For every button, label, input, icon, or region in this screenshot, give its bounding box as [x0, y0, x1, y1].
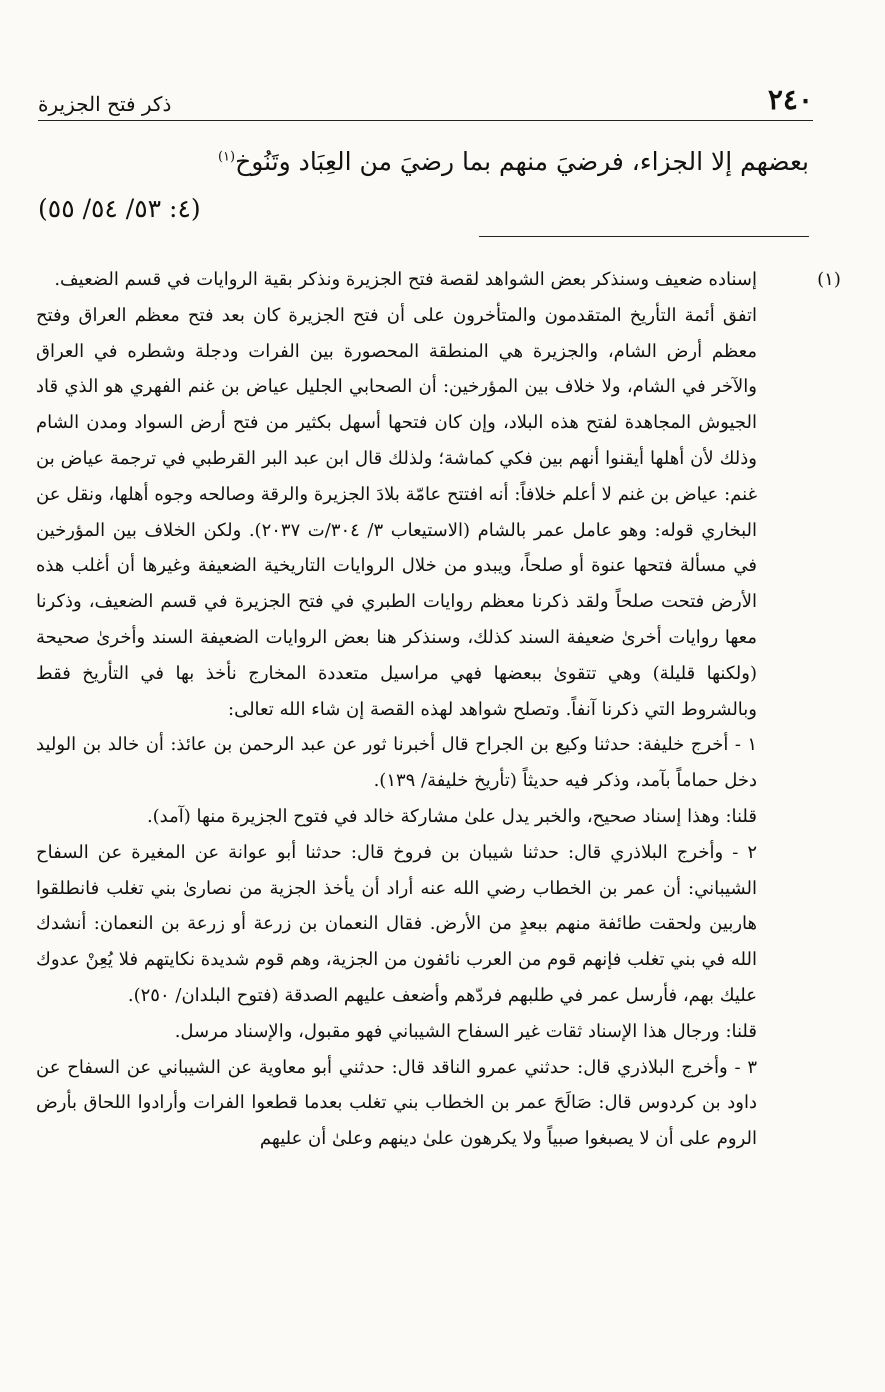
footnote-paragraph: إسناده ضعيف وسنذكر بعض الشواهد لقصة فتح الجزيرة ونذكر بقية الروايات في قسم الضعيف. — [54, 269, 757, 290]
footnote-separator — [479, 236, 809, 237]
footnote-number: (١) — [817, 269, 841, 290]
footnote-paragraph: ٢ - وأخرج البلاذري قال: حدثنا شيبان بن فروخ قال: حدثنا أبو عوانة عن المغيرة عن السفاح الشيباني: أن عمر بن الخطاب رضي الله عنه أراد أن يأخذ الجزية من نصارىٰ بني تغلب فانطلقوا هاربين ولحقت طائفة منهم ببعدٍ من الأرض. فقال النعمان بن زرعة أو زرعة بن النعمان: أنشدك الله في بني تغلب فإنهم قوم من العرب نائفون من الجزية، وهم قوم شديدة نكايتهم فلا يُعِنْ عدوك عليك بهم، فأرسل عمر في طلبهم فردّهم وأضعف عليهم الصدقة (فتوح البلدان/ ٢٥٠). — [36, 841, 757, 1006]
page-header — [38, 74, 813, 121]
running-title: ذكر فتح الجزيرة — [38, 92, 172, 116]
verse-reference: (٤: ٥٣/ ٥٤/ ٥٥) — [38, 194, 201, 223]
footnote-paragraph: ٣ - وأخرج البلاذري قال: حدثني عمرو الناقد قال: حدثني أبو معاوية عن الشيباني عن السفاح عن داود بن كردوس قال: صَالَحَ عمر بن الخطاب بني تغلب بعدما قطعوا الفرات وأرادوا اللحاق بأرض الروم على أن لا يصبغوا صبياً ولا يكرهون علىٰ دينهم وعلىٰ أن عليهم — [36, 1056, 757, 1150]
footnotes-section — [36, 262, 849, 1372]
footnote-body — [36, 262, 757, 1157]
footnote-paragraph: قلنا: ورجال هذا الإسناد ثقات غير السفاح الشيباني فهو مقبول، والإسناد مرسل. — [174, 1020, 757, 1042]
main-text-line: بعضهم إلا الجزاء، فرضيَ منهم بما رضيَ من العِبَاد وتَنُوخ — [235, 147, 809, 176]
footnote-paragraph: ١ - أخرج خليفة: حدثنا وكيع بن الجراح قال أخبرنا ثور عن عبد الرحمن بن عائذ: أن خالد بن الوليد دخل حماماً بآمد، وذكر فيه حديثاً (تأريخ خليفة/ ١٣٩). — [36, 734, 757, 792]
footnote-paragraph: قلنا: وهذا إسناد صحيح، والخبر يدل علىٰ مشاركة خالد في فتوح الجزيرة منها (آمد). — [146, 805, 757, 827]
main-text — [38, 138, 809, 232]
footnote-paragraph: اتفق أئمة التأريخ المتقدمون والمتأخرون على أن فتح الجزيرة كان بعد فتح معظم العراق وفتح معظم أرض الشام، والجزيرة هي المنطقة المحصورة بين الفرات ودجلة وشطره في العراق والآخر في الشام، ولا خلاف بين المؤرخين: أن الصحابي الجليل عياض بن غنم الفهري هو الذي قاد الجيوش المجاهدة لفتح هذه البلاد، وإن كان فتحها أسهل بكثير من فتح أرض السواد ومدن الشام وذلك لأن أهلها أيقنوا أنهم بين فكي كماشة؛ ولذلك قال ابن عبد البر القرطبي في ترجمة عياض بن غنم: عياض بن غنم لا أعلم خلافاً: أنه افتتح عامّة بلادَ الجزيرة والرقة وصالحه وجوه أهلها، ونقل عن البخاري قوله: وهو عامل عمر بالشام (الاستيعاب ٣/ ٣٠٤/ت ٢٠٣٧). ولكن الخلاف بين المؤرخين في مسألة فتحها عنوة أو صلحاً، ويبدو من خلال الروايات التاريخية الضعيفة وغيرها أن أغلب هذه الأرض فتحت صلحاً ولقد ذكرنا معظم روايات الطبري في فتح الجزيرة في قسم الضعيف، وذكرنا معها روايات أخرىٰ ضعيفة السند كذلك، وسنذكر هنا بعض الروايات الضعيفة السند وأخرىٰ صحيحة (ولكنها قليلة) وهي تتقوىٰ ببعضها فهي مراسيل متعددة المخارج نأخذ بها في التأريخ فقط وبالشروط التي ذكرنا آنفاً. وتصلح شواهد لهذه القصة إن شاء الله تعالى: — [36, 304, 757, 720]
page-number: ٢٤٠ — [767, 83, 813, 116]
footnote-reference-mark: (١) — [217, 149, 236, 165]
